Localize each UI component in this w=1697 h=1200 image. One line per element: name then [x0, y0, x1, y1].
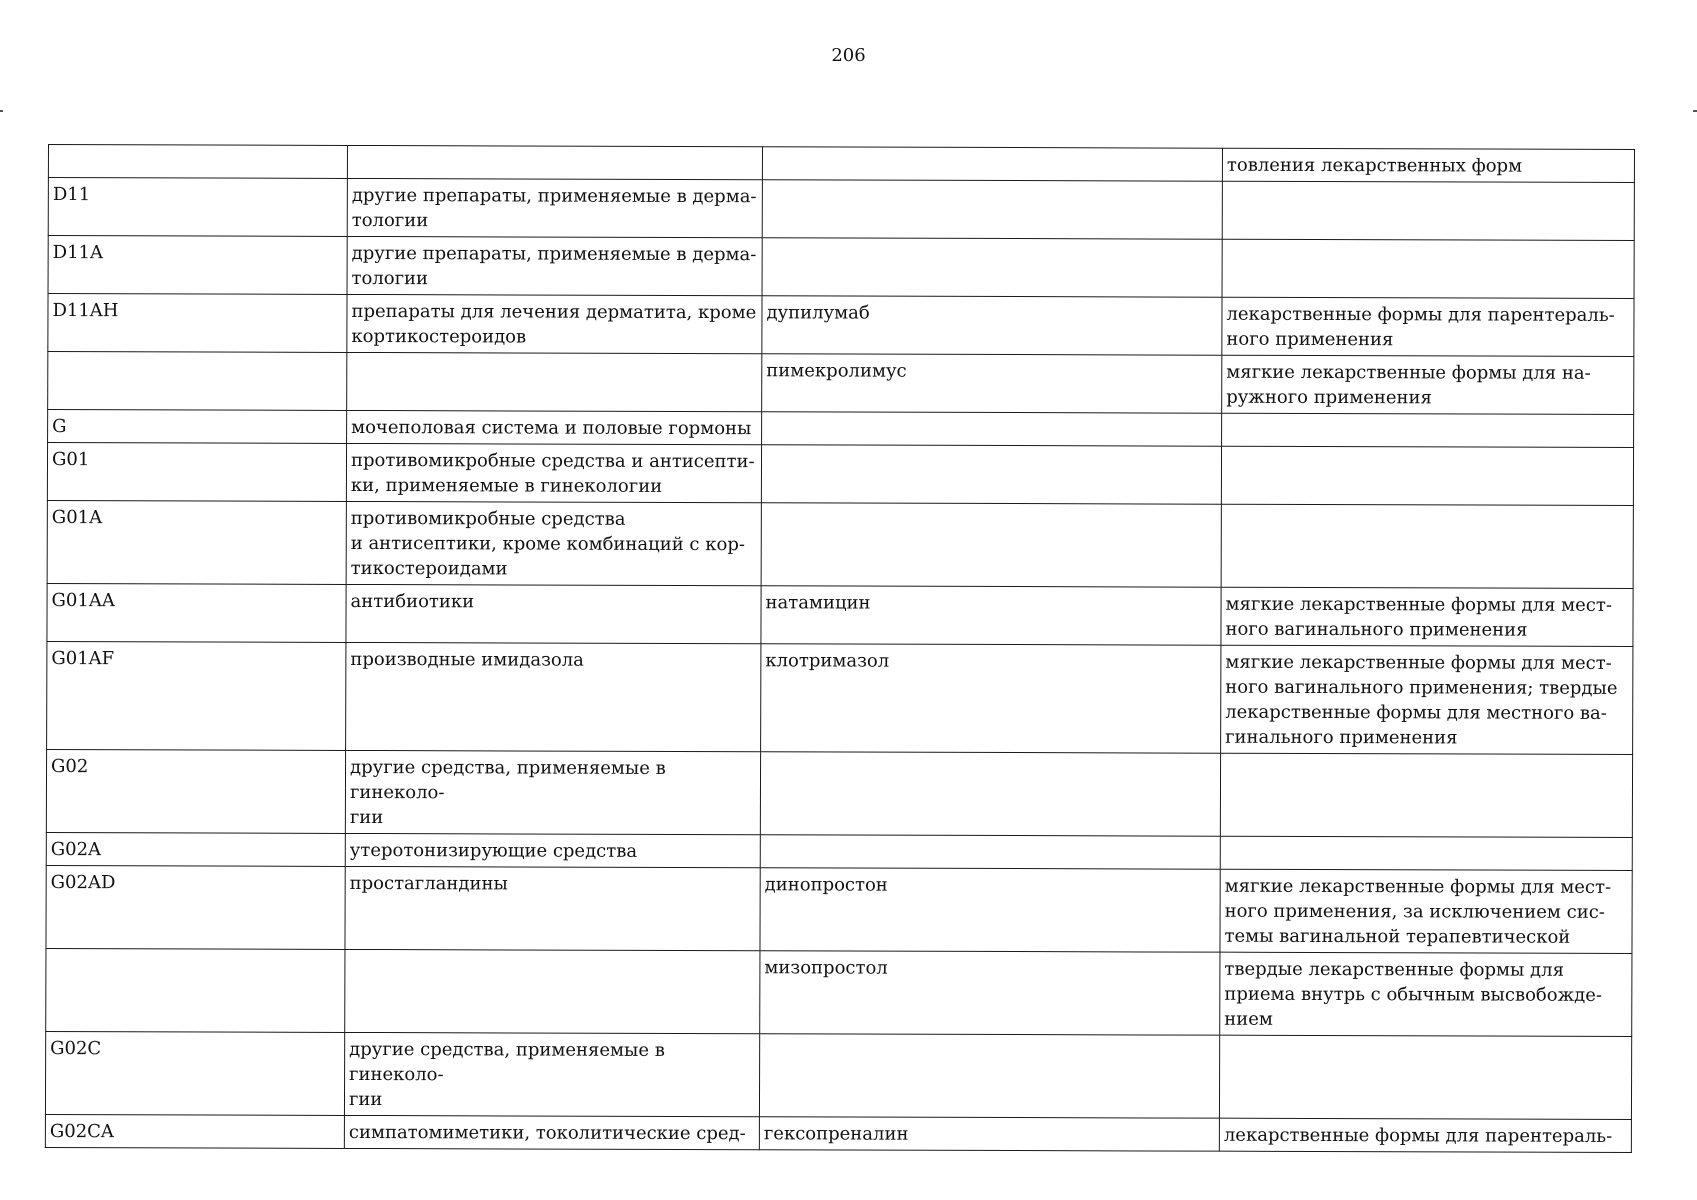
drug-name-cell: мизопростол	[760, 951, 1220, 1035]
group-name-cell: мочеполовая система и половые гормоны	[347, 410, 762, 444]
dosage-form-cell	[1221, 504, 1633, 588]
table-row	[48, 294, 1634, 357]
scan-margin-mark-right	[1693, 110, 1697, 112]
dosage-form-cell	[1222, 413, 1634, 447]
table-row	[46, 865, 1632, 953]
table-body	[45, 145, 1634, 1153]
group-name-cell: симпатомиметики, токолитические сред-	[344, 1115, 759, 1149]
table-row	[48, 145, 1634, 183]
table-row	[45, 1031, 1631, 1119]
dosage-form-cell: твердые лекарственные формы для приема внутрь с обычным высвобожде- нием	[1220, 952, 1632, 1036]
group-name-cell: антибиотики	[346, 584, 761, 643]
drug-name-cell	[761, 445, 1221, 504]
table-row	[45, 1114, 1631, 1152]
atc-code-cell	[48, 352, 347, 411]
dosage-form-cell: товления лекарственных форм	[1222, 148, 1634, 182]
atc-code-cell: G01	[47, 443, 346, 502]
drug-name-cell	[760, 835, 1220, 869]
drug-name-cell: натамицин	[761, 586, 1221, 645]
atc-code-cell: G02A	[46, 832, 345, 866]
drug-classification-table	[45, 144, 1635, 1153]
table-row	[48, 410, 1634, 448]
scan-margin-mark-left	[0, 110, 3, 112]
drug-name-cell: дупилумаб	[762, 296, 1222, 355]
drug-name-cell	[762, 412, 1222, 446]
group-name-cell: другие средства, применяемые в гинеколо- гии	[344, 1032, 759, 1116]
dosage-form-cell	[1219, 1035, 1631, 1119]
table-row	[47, 500, 1633, 588]
dosage-form-cell	[1222, 239, 1634, 298]
table-row	[46, 749, 1632, 837]
table-row	[48, 236, 1634, 299]
dosage-form-cell	[1221, 446, 1633, 505]
drug-name-cell: пимекролимус	[762, 354, 1222, 413]
table-row	[46, 832, 1632, 870]
group-name-cell: препараты для лечения дерматита, кроме кортикостероидов	[347, 294, 762, 353]
atc-code-cell: G02CA	[45, 1114, 344, 1148]
page-number: 206	[831, 45, 866, 66]
group-name-cell	[347, 352, 762, 411]
dosage-form-cell	[1222, 181, 1634, 240]
drug-name-cell: клотримазол	[761, 644, 1221, 753]
table-row	[47, 583, 1633, 646]
group-name-cell: противомикробные средства и антисепти- ки, применяемые в гинекологии	[346, 443, 761, 502]
group-name-cell: другие препараты, применяемые в дерма- тологии	[347, 178, 762, 237]
group-name-cell: простагландины	[345, 866, 760, 950]
table-row	[47, 641, 1633, 754]
drug-name-cell	[762, 147, 1222, 181]
drug-name-cell: гексопреналин	[759, 1117, 1219, 1151]
atc-code-cell: G02AD	[46, 865, 345, 949]
group-name-cell: противомикробные средства и антисептики, кроме комбинаций с кор- тикостероидами	[346, 501, 761, 585]
group-name-cell	[345, 949, 760, 1033]
atc-code-cell: D11AH	[48, 294, 347, 353]
dosage-form-cell	[1220, 753, 1632, 837]
dosage-form-cell: мягкие лекарственные формы для мест- ного вагинального применения; твердые лекарственные формы для местного ва- гинального применения	[1221, 645, 1633, 754]
dosage-form-cell: лекарственные формы для парентераль-	[1219, 1118, 1631, 1152]
drug-name-cell	[762, 238, 1222, 297]
dosage-form-cell: лекарственные формы для парентераль- ного применения	[1222, 297, 1634, 356]
table-row	[47, 443, 1633, 506]
atc-code-cell	[46, 948, 345, 1032]
drug-name-cell: динопростон	[760, 868, 1220, 952]
group-name-cell: другие препараты, применяемые в дерма- тологии	[347, 236, 762, 295]
table-row	[48, 352, 1634, 415]
table-row	[46, 948, 1632, 1036]
drug-name-cell	[759, 1034, 1219, 1118]
atc-code-cell: D11	[48, 178, 347, 237]
atc-code-cell: G	[48, 410, 347, 444]
atc-code-cell: D11A	[48, 236, 347, 295]
atc-code-cell: G01AF	[47, 641, 346, 750]
group-name-cell: утеротонизирующие средства	[345, 833, 760, 867]
drug-name-cell	[762, 180, 1222, 239]
group-name-cell: другие средства, применяемые в гинеколо- гии	[345, 750, 760, 834]
dosage-form-cell: мягкие лекарственные формы для на- ружного применения	[1222, 355, 1634, 414]
atc-code-cell: G02	[46, 749, 345, 833]
group-name-cell: производные имидазола	[346, 642, 761, 751]
drug-name-cell	[761, 503, 1221, 587]
table-row	[48, 178, 1634, 241]
atc-code-cell: G01A	[47, 500, 346, 584]
drug-name-cell	[760, 752, 1220, 836]
dosage-form-cell: мягкие лекарственные формы для мест- ного применения, за исключением сис- темы вагинальной терапевтической	[1220, 869, 1632, 953]
atc-code-cell	[48, 145, 347, 179]
dosage-form-cell: мягкие лекарственные формы для мест- ного вагинального применения	[1221, 587, 1633, 646]
dosage-form-cell	[1220, 836, 1632, 870]
group-name-cell	[347, 145, 762, 179]
atc-code-cell: G02C	[45, 1031, 344, 1115]
atc-code-cell: G01AA	[47, 583, 346, 642]
